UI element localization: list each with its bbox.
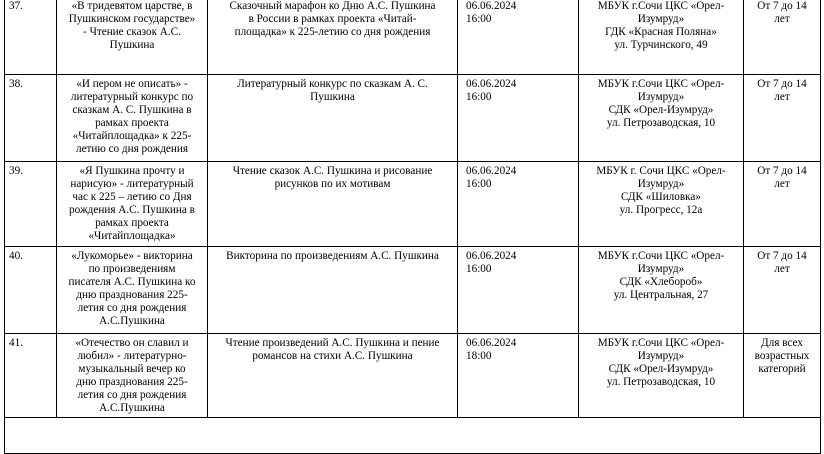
event-datetime-cell (458, 162, 579, 247)
event-title-line: час к 225 – летию со Дня (72, 191, 192, 203)
event-place-cell (579, 75, 744, 162)
row-number (5, 162, 57, 247)
event-description-cell (208, 247, 458, 334)
event-age-line: От 7 до 14 (757, 0, 807, 12)
table-row (5, 247, 821, 334)
event-place-line: СДК «Хлебороб» (619, 276, 703, 288)
event-title-line: любил» - литературно- (77, 350, 187, 362)
event-age-line: Для всех (761, 337, 803, 349)
event-place-line: Изумруд» (637, 178, 685, 190)
event-place-line: ул. Турчинского, 49 (614, 39, 708, 51)
event-date: 06.06.2024 (466, 78, 517, 90)
row-number (5, 0, 57, 75)
row-number-text: 38. (9, 78, 23, 90)
event-description-line: Чтение произведений А.С. Пушкина и пение (225, 337, 440, 349)
event-place-line: ул. Прогресс, 12а (619, 204, 703, 216)
table-row (5, 334, 821, 418)
event-title-line: рамках проекта (95, 217, 169, 229)
event-title-line: «Читайплощадка» к 225- (72, 130, 192, 142)
event-datetime-cell (458, 0, 579, 75)
events-table (4, 0, 821, 454)
event-datetime-cell (458, 334, 579, 418)
event-age-line: От 7 до 14 (757, 78, 807, 90)
table-row (5, 418, 821, 454)
event-title-line: рождения А.С. Пушкина в (69, 204, 195, 216)
event-age-line: лет (774, 178, 790, 190)
event-title-line: по произведениям (88, 263, 176, 275)
event-title-line: нарисую» - литературный (70, 178, 194, 190)
event-description-cell (208, 162, 458, 247)
event-title-line: писателя А.С. Пушкина ко (68, 276, 196, 288)
event-description-line: площадка» к 225-летию со дня рождения (234, 26, 431, 38)
event-place-line: МБУК г.Сочи ЦКС «Орел- (597, 78, 725, 90)
event-place-line: МБУК г.Сочи ЦКС «Орел- (597, 0, 725, 12)
event-title-line: сказкам А. С. Пушкина в (72, 104, 192, 116)
event-title-line: Пушкина (109, 39, 155, 51)
event-title-cell (57, 75, 208, 162)
event-place-line: Изумруд» (637, 91, 685, 103)
event-place-cell (579, 0, 744, 75)
event-time: 16:00 (466, 13, 492, 25)
event-date: 06.06.2024 (466, 0, 517, 12)
event-title-cell (57, 334, 208, 418)
event-time: 16:00 (466, 178, 492, 190)
event-place-line: МБУК г. Сочи ЦКС «Орел- (596, 165, 726, 177)
event-title-line: дню празднования 225- (76, 289, 188, 301)
event-place-line: Изумруд» (637, 350, 685, 362)
event-title-cell (57, 0, 208, 75)
event-place-line: ул. Петрозаводская, 10 (606, 117, 716, 129)
row-number-text: 37. (9, 0, 23, 12)
event-age-cell (744, 247, 821, 334)
event-date: 06.06.2024 (466, 165, 517, 177)
event-age-cell (744, 75, 821, 162)
row-number-text: 41. (9, 337, 23, 349)
event-title-line: «Читайплощадка» (88, 230, 176, 242)
event-age-cell (744, 162, 821, 247)
event-title-line: А.С.Пушкина (99, 315, 165, 327)
event-title-line: летию со дня рождения (76, 143, 188, 155)
event-title-line: летия со дня рождения (77, 389, 187, 401)
event-time: 18:00 (466, 350, 492, 362)
row-number-text: 40. (9, 250, 23, 262)
event-place-line: ул. Петрозаводская, 10 (606, 376, 716, 388)
event-place-line: Изумруд» (637, 13, 685, 25)
event-age-line: От 7 до 14 (757, 165, 807, 177)
event-age-line: От 7 до 14 (757, 250, 807, 262)
event-date: 06.06.2024 (466, 250, 517, 262)
event-title-line: рамках проекта (95, 117, 169, 129)
table-row (5, 162, 821, 247)
event-title-line: «Лукоморье» - викторина (71, 250, 193, 262)
event-description-cell (208, 75, 458, 162)
event-age-cell (744, 334, 821, 418)
event-age-line: лет (774, 263, 790, 275)
event-description-line: Чтение сказок А.С. Пушкина и рисование (232, 165, 433, 177)
event-place-cell (579, 162, 744, 247)
event-time: 16:00 (466, 91, 492, 103)
event-time: 16:00 (466, 263, 492, 275)
event-description-line: рисунков по их мотивам (274, 178, 391, 190)
event-place-line: СДК «Орел-Изумруд» (608, 363, 714, 375)
event-title-line: А.С.Пушкина (99, 402, 165, 414)
event-description-line: Викторина по произведениям А.С. Пушкина (226, 250, 439, 262)
row-number (5, 247, 57, 334)
event-place-cell (579, 334, 744, 418)
event-title-line: музыкальный вечер ко (78, 363, 186, 375)
event-place-line: МБУК г.Сочи ЦКС «Орел- (597, 250, 725, 262)
event-age-line: категорий (758, 363, 806, 375)
event-place-line: СДК «Орел-Изумруд» (608, 104, 714, 116)
event-description-cell (208, 0, 458, 75)
event-place-line: Изумруд» (637, 263, 685, 275)
event-title-line: «В тридевятом царстве, в (71, 0, 193, 12)
event-title-line: «Отечество он славил и (75, 337, 189, 349)
event-title-line: - Чтение сказок А.С. (83, 26, 181, 38)
event-description-line: в России в рамках проекта «Читай- (248, 13, 417, 25)
table-row (5, 75, 821, 162)
row-number (5, 334, 57, 418)
event-place-line: ул. Центральная, 27 (613, 289, 709, 301)
event-age-line: лет (774, 13, 790, 25)
event-place-line: СДК «Шиловка» (621, 191, 701, 203)
event-place-line: МБУК г.Сочи ЦКС «Орел- (597, 337, 725, 349)
event-datetime-cell (458, 247, 579, 334)
event-place-cell (579, 247, 744, 334)
event-title-cell (57, 162, 208, 247)
event-title-line: «И пером не описать» - (76, 78, 188, 90)
event-age-cell (744, 0, 821, 75)
event-title-line: летия со дня рождения (77, 302, 187, 314)
event-title-line: дню празднования 225- (76, 376, 188, 388)
event-title-line: литературный конкурс по (70, 91, 194, 103)
event-description-cell (208, 334, 458, 418)
event-age-line: возрастных (754, 350, 810, 362)
event-date: 06.06.2024 (466, 337, 517, 349)
event-description-line: Литературный конкурс по сказкам А. С. (237, 78, 428, 90)
event-title-cell (57, 247, 208, 334)
event-description-line: романсов на стихи А.С. Пушкина (252, 350, 413, 362)
next-row-partial (5, 418, 821, 454)
event-place-line: ГДК «Красная Поляна» (605, 26, 717, 38)
event-datetime-cell (458, 75, 579, 162)
row-number-text: 39. (9, 165, 23, 177)
event-age-line: лет (774, 91, 790, 103)
event-title-line: Пушкинском государстве» (68, 13, 196, 25)
event-title-line: «Я Пушкина прочту и (79, 165, 185, 177)
row-number (5, 75, 57, 162)
table-row (5, 0, 821, 75)
event-description-line: Сказочный марафон ко Дню А.С. Пушкина (229, 0, 436, 12)
event-description-line: Пушкина (310, 91, 355, 103)
